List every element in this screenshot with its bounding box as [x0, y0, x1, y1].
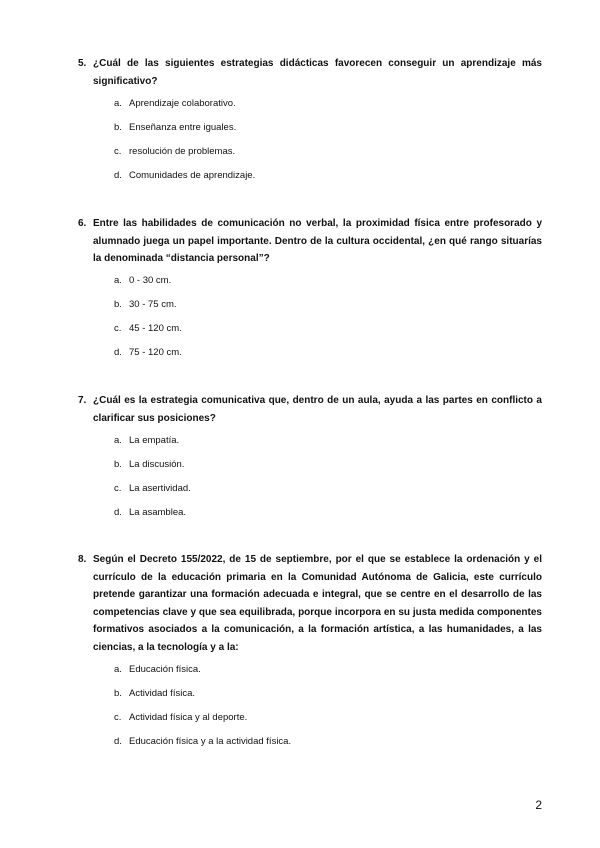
option-a: [114, 663, 542, 687]
option-text: La asamblea.: [129, 506, 187, 518]
option-c: [114, 145, 542, 169]
page-number: 2: [535, 798, 542, 812]
option-letter: c.: [114, 145, 122, 157]
question-6: [78, 215, 542, 370]
option-text: resolución de problemas.: [129, 145, 236, 157]
option-b: [114, 121, 542, 145]
option-text: La empatía.: [129, 434, 180, 446]
option-text: Educación física y a la actividad física.: [129, 735, 292, 747]
option-text: 45 - 120 cm.: [129, 323, 182, 334]
option-a: [114, 434, 542, 458]
option-text: 30 - 75 cm.: [129, 299, 177, 310]
option-a: [114, 274, 542, 298]
option-d: [114, 735, 542, 759]
question-5: [78, 55, 542, 193]
option-letter: a.: [114, 434, 122, 446]
option-text: Actividad física.: [129, 687, 195, 699]
option-text: Comunidades de aprendizaje.: [129, 169, 256, 181]
option-d: [114, 506, 542, 530]
option-b: [114, 298, 542, 322]
question-text: Entre las habilidades de comunicación no verbal, la proximidad física entre profesorado y alumnado juega un papel importante. Dentro de la cultura occidental, ¿en qué rango situarías la denominada “distancia personal”?: [93, 218, 542, 264]
option-letter: b.: [114, 121, 122, 133]
option-letter: d.: [114, 169, 122, 181]
option-c: [114, 482, 542, 506]
option-letter: b.: [114, 299, 122, 310]
option-letter: a.: [114, 275, 122, 286]
option-text: Educación física.: [129, 663, 201, 675]
option-c: [114, 322, 542, 346]
question-8: [78, 551, 542, 759]
option-text: 0 - 30 cm.: [129, 275, 172, 286]
question-number: 5.: [78, 58, 87, 69]
option-letter: d.: [114, 506, 122, 518]
option-b: [114, 687, 542, 711]
option-letter: a.: [114, 97, 122, 109]
option-d: [114, 169, 542, 193]
question-number: 8.: [78, 554, 87, 565]
option-letter: b.: [114, 458, 122, 470]
option-text: Aprendizaje colaborativo.: [129, 97, 236, 109]
option-letter: d.: [114, 735, 122, 747]
option-letter: b.: [114, 687, 122, 699]
option-c: [114, 711, 542, 735]
option-letter: a.: [114, 663, 122, 675]
option-text: Enseñanza entre iguales.: [129, 121, 237, 133]
option-text: La discusión.: [129, 458, 185, 470]
option-text: 75 - 120 cm.: [129, 347, 182, 358]
option-b: [114, 458, 542, 482]
question-text: ¿Cuál de las siguientes estrategias didácticas favorecen conseguir un aprendizaje más significativo?: [93, 58, 542, 87]
option-text: La asertividad.: [129, 482, 191, 494]
question-text: ¿Cuál es la estrategia comunicativa que, dentro de un aula, ayuda a las partes en conflicto a clarificar sus posiciones?: [93, 395, 542, 424]
option-letter: d.: [114, 347, 122, 358]
question-number: 7.: [78, 395, 87, 406]
option-a: [114, 97, 542, 121]
option-text: Actividad física y al deporte.: [129, 711, 248, 723]
option-letter: c.: [114, 323, 122, 334]
question-text: Según el Decreto 155/2022, de 15 de septiembre, por el que se establece la ordenación y el currículo de la educación primaria en la Comunidad Autónoma de Galicia, este currículo pretende garantizar una formación adecuada e integral, que se centre en el desarrollo de las competencias clave y que sea equilibrada, porque incorpora en su justa medida componentes formativos asociados a la comunicación, a la formación artística, a las humanidades, a las ciencias, a la tecnología y a la:: [93, 554, 542, 653]
option-d: [114, 346, 542, 370]
option-letter: c.: [114, 711, 122, 723]
option-letter: c.: [114, 482, 122, 494]
question-7: [78, 392, 542, 530]
question-number: 6.: [78, 218, 87, 229]
